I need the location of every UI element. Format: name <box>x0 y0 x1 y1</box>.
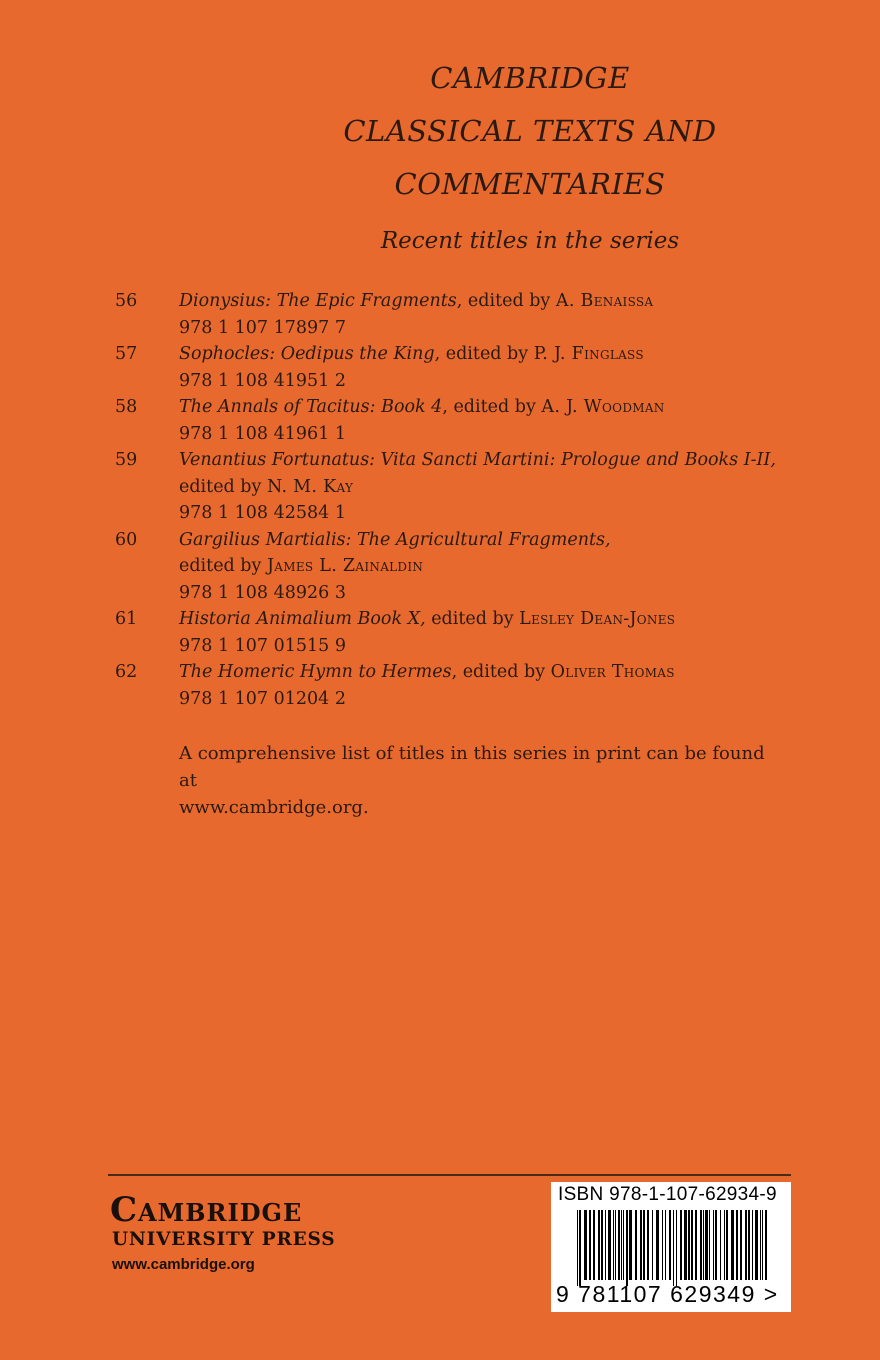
barcode-bar <box>765 1210 767 1280</box>
barcode-bar <box>680 1210 682 1280</box>
series-note-line-1: A comprehensive list of titles in this series in print can be found at <box>179 743 765 791</box>
entry-editor: A. Benaissa <box>555 291 654 311</box>
entry-isbn: 978 1 108 48926 3 <box>179 582 346 603</box>
entry-isbn: 978 1 107 17897 7 <box>179 317 346 338</box>
barcode-bar <box>713 1210 714 1280</box>
entry-editor: Lesley Dean-Jones <box>519 609 676 629</box>
barcode-bar <box>577 1210 578 1286</box>
barcode-bar <box>745 1210 747 1280</box>
barcode-bar <box>709 1210 710 1280</box>
publisher-logo-press: UNIVERSITY PRESS <box>112 1229 336 1250</box>
entry-title: Venantius Fortunatus: Vita Sancti Martini: Prologue and Books I-II, <box>179 450 776 470</box>
barcode-bar <box>665 1210 666 1280</box>
footer-divider <box>108 1174 791 1176</box>
barcode-bar <box>705 1210 708 1280</box>
entry-editor: Oliver Thomas <box>550 662 675 682</box>
list-item <box>115 341 795 394</box>
series-title-line-2: CLASSICAL TEXTS AND <box>343 114 717 148</box>
entry-number: 61 <box>115 609 138 629</box>
recent-titles-heading: Recent titles in the series <box>380 228 680 254</box>
barcode-bar <box>643 1210 645 1280</box>
entry-number: 59 <box>115 450 138 470</box>
entry-editor: P. J. Finglass <box>533 344 644 364</box>
list-item <box>115 288 795 341</box>
barcode-bar <box>656 1210 659 1280</box>
barcode-bar <box>752 1210 753 1280</box>
barcode-bar <box>601 1210 603 1280</box>
barcode-bar <box>748 1210 750 1280</box>
entry-isbn: 978 1 107 01204 2 <box>179 688 346 709</box>
barcode-bar <box>640 1210 642 1280</box>
barcode-bar <box>700 1210 702 1280</box>
barcode-bar <box>755 1210 758 1280</box>
entry-edited-by: , edited by <box>456 291 556 311</box>
barcode-bar <box>579 1210 581 1286</box>
entry-editor: James L. Zainaldin <box>266 556 424 576</box>
barcode-bar <box>669 1210 671 1280</box>
barcode-bar <box>715 1210 717 1280</box>
entry-edited-by: edited by <box>179 476 267 497</box>
barcode-bar <box>584 1210 587 1280</box>
barcode-bar <box>684 1210 687 1280</box>
list-item <box>115 394 795 447</box>
barcode-bar <box>608 1210 611 1280</box>
barcode-bar <box>736 1210 738 1280</box>
barcode-bar <box>623 1210 624 1280</box>
entry-number: 60 <box>115 529 138 550</box>
entry-edited-by: , edited by <box>442 397 542 417</box>
entry-title: The Annals of Tacitus: Book 4 <box>179 397 443 417</box>
series-note <box>179 740 779 821</box>
entry-title: The Homeric Hymn to Hermes <box>179 662 452 682</box>
barcode-bar <box>676 1210 677 1286</box>
entry-number: 58 <box>115 397 138 417</box>
entry-editor: N. M. Kay <box>266 476 354 497</box>
barcode-bar <box>726 1210 728 1280</box>
barcode-bar <box>762 1210 763 1280</box>
series-title-line-1: CAMBRIDGE <box>430 61 630 95</box>
barcode-bar <box>613 1210 614 1280</box>
entry-edited-by: , edited by <box>434 344 534 364</box>
entry-isbn: 978 1 108 42584 1 <box>179 503 346 523</box>
entry-number: 56 <box>115 291 138 311</box>
barcode-bar <box>618 1210 620 1280</box>
barcode-bar <box>695 1210 697 1280</box>
entry-title: Dionysius: The Epic Fragments <box>179 291 457 311</box>
barcode-bar <box>691 1210 693 1280</box>
entry-isbn: 978 1 108 41961 1 <box>179 423 346 444</box>
list-item <box>115 659 795 712</box>
entry-editor: A. J. Woodman <box>541 397 665 417</box>
barcode-bar <box>629 1210 632 1280</box>
barcode-bar <box>703 1210 704 1280</box>
entry-number: 57 <box>115 344 138 364</box>
series-title <box>300 52 760 211</box>
entry-title: Gargilius Martialis: The Agricultural Fragments, <box>179 529 611 550</box>
barcode-bar <box>605 1210 606 1280</box>
list-item <box>115 527 795 607</box>
list-item <box>115 447 795 527</box>
barcode-bar <box>626 1210 628 1286</box>
entry-isbn: 978 1 108 41951 2 <box>179 370 346 391</box>
barcode-bar <box>647 1210 649 1280</box>
barcode-bar <box>760 1210 761 1280</box>
entry-title: Historia Animalium Book X, <box>179 609 426 629</box>
barcode-bar <box>740 1210 742 1280</box>
barcode-digits: 9 781107 629349 > <box>556 1281 779 1307</box>
entry-number: 62 <box>115 662 138 682</box>
entry-title: Sophocles: Oedipus the King <box>179 344 435 364</box>
isbn-label: ISBN 978-1-107-62934-9 <box>558 1184 777 1205</box>
entry-edited-by: edited by <box>179 556 267 576</box>
barcode-bar <box>720 1210 721 1280</box>
barcode-bar <box>593 1210 595 1280</box>
titles-list <box>115 288 795 712</box>
barcode-bar <box>589 1210 591 1280</box>
barcode-bar <box>731 1210 734 1280</box>
barcode-bar <box>662 1210 663 1280</box>
publisher-logo-wordmark: Cambridge <box>110 1190 303 1230</box>
entry-edited-by: edited by <box>425 609 520 629</box>
barcode-bar <box>652 1210 653 1280</box>
barcode-bar <box>598 1210 600 1280</box>
barcode-bar <box>635 1210 637 1280</box>
list-item <box>115 606 795 659</box>
publisher-url: www.cambridge.org <box>112 1256 255 1273</box>
entry-edited-by: , edited by <box>451 662 551 682</box>
barcode-bar <box>621 1210 622 1280</box>
barcode-bar <box>688 1210 690 1280</box>
entry-isbn: 978 1 107 01515 9 <box>179 635 346 656</box>
barcode-bar <box>724 1210 725 1280</box>
barcode-bar <box>673 1210 674 1286</box>
series-title-line-3: COMMENTARIES <box>394 167 666 201</box>
barcode-bar <box>615 1210 616 1280</box>
series-note-url: www.cambridge.org. <box>179 797 369 818</box>
